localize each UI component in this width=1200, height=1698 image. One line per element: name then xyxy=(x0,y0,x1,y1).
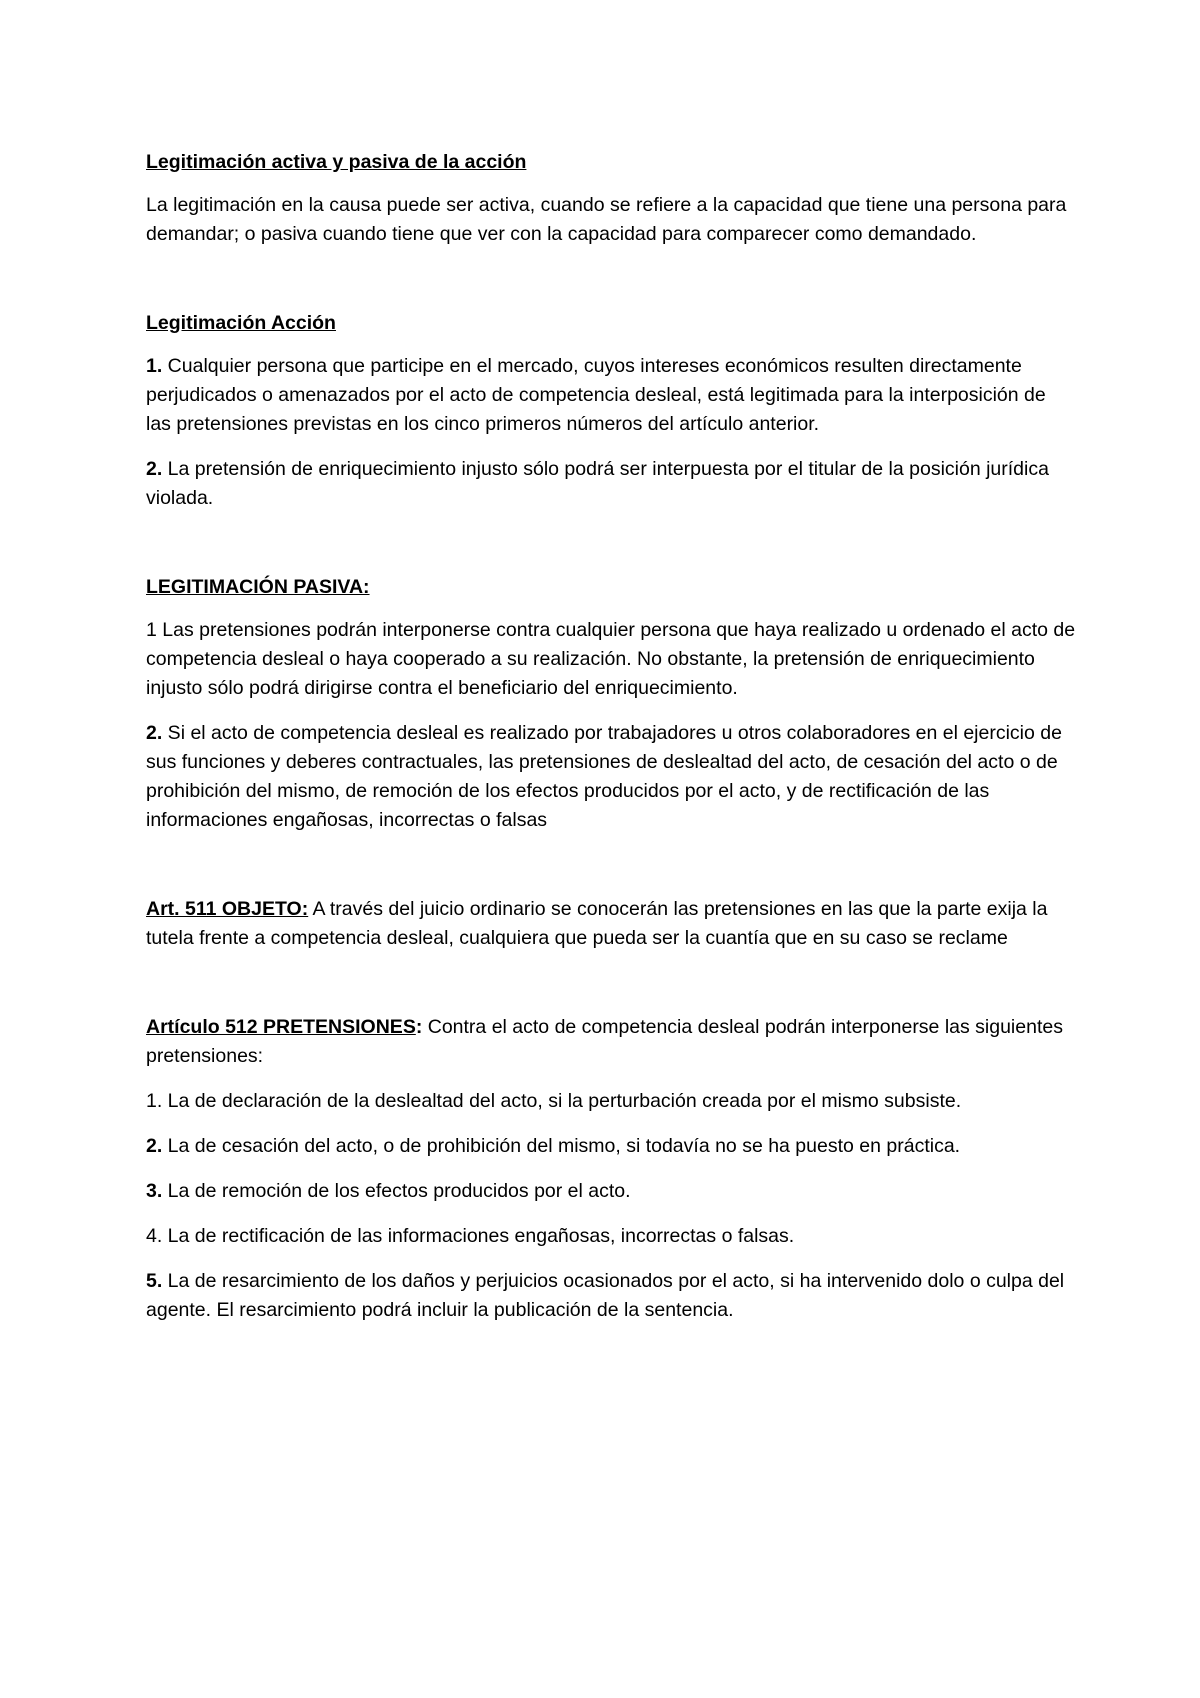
item-text: La de declaración de la deslealtad del acto, si la perturbación creada por el mismo subsiste. xyxy=(162,1090,962,1112)
list-item xyxy=(146,1087,1076,1116)
list-item xyxy=(146,455,1076,513)
item-text: La pretensión de enriquecimiento injusto sólo podrá ser interpuesta por el titular de la posición jurídica violada. xyxy=(146,458,1049,509)
article-512-colon: : xyxy=(415,1016,423,1038)
item-text: Las pretensiones podrán interponerse contra cualquier persona que haya realizado u ordenado el acto de competencia desleal o haya cooperado a su realización. No obstante, la pretensión de enriquecimiento injusto sólo podrá dirigirse contra el beneficiario del enriquecimiento. xyxy=(146,619,1076,699)
item-text: La de resarcimiento de los daños y perjuicios ocasionados por el acto, si ha intervenido dolo o culpa del agente. El resarcimiento podrá incluir la publicación de la sentencia. xyxy=(146,1270,1065,1321)
list-item xyxy=(146,616,1076,703)
item-number: 5. xyxy=(146,1270,163,1292)
list-item xyxy=(146,719,1076,835)
article-512-intro: Contra el acto de competencia desleal podrán interponerse las siguientes pretensiones: xyxy=(146,1016,1063,1067)
item-number: 2. xyxy=(146,722,163,744)
article-512-paragraph xyxy=(146,1013,1076,1071)
list-item xyxy=(146,1132,1076,1161)
article-511-text: A través del juicio ordinario se conocerán las pretensiones en las que la parte exija la tutela frente a competencia desleal, cualquiera que pueda ser la cuantía que en su caso se reclame xyxy=(146,898,1048,949)
section-heading-legitimacion: Legitimación activa y pasiva de la acción xyxy=(146,151,527,173)
item-number: 1. xyxy=(146,1090,163,1112)
article-511-paragraph xyxy=(146,895,1076,953)
article-512-heading: Artículo 512 PRETENSIONES xyxy=(146,1016,416,1038)
document-body xyxy=(146,148,1076,1341)
section-heading-legitimacion-accion: Legitimación Acción xyxy=(146,312,336,334)
item-number: 3. xyxy=(146,1180,163,1202)
item-number: 4. xyxy=(146,1225,163,1247)
item-number: 2. xyxy=(146,1135,163,1157)
list-item xyxy=(146,1222,1076,1251)
item-text: La de rectificación de las informaciones engañosas, incorrectas o falsas. xyxy=(162,1225,795,1247)
item-number: 1 xyxy=(146,619,157,641)
item-text: La de cesación del acto, o de prohibición del mismo, si todavía no se ha puesto en práctica. xyxy=(162,1135,961,1157)
list-item xyxy=(146,1177,1076,1206)
paragraph-legitimacion-intro: La legitimación en la causa puede ser activa, cuando se refiere a la capacidad que tiene una persona para demandar; o pasiva cuando tiene que ver con la capacidad para comparecer como demandado. xyxy=(146,194,1067,245)
list-item xyxy=(146,1267,1076,1325)
item-number: 2. xyxy=(146,458,163,480)
list-item xyxy=(146,352,1076,439)
item-number: 1. xyxy=(146,355,163,377)
article-511-heading: Art. 511 OBJETO: xyxy=(146,898,309,920)
item-text: Si el acto de competencia desleal es realizado por trabajadores u otros colaboradores en el ejercicio de sus funciones y deberes contractuales, las pretensiones de deslealtad del acto, de cesación del acto o de prohibición del mismo, de remoción de los efectos producidos por el acto, y de rectificación de las informaciones engañosas, incorrectas o falsas xyxy=(146,722,1062,831)
item-text: La de remoción de los efectos producidos por el acto. xyxy=(162,1180,631,1202)
section-heading-legitimacion-pasiva: LEGITIMACIÓN PASIVA: xyxy=(146,576,370,598)
item-text: Cualquier persona que participe en el mercado, cuyos intereses económicos resulten directamente perjudicados o amenazados por el acto de competencia desleal, está legitimada para la interposición de las pretensiones previstas en los cinco primeros números del artículo anterior. xyxy=(146,355,1046,435)
